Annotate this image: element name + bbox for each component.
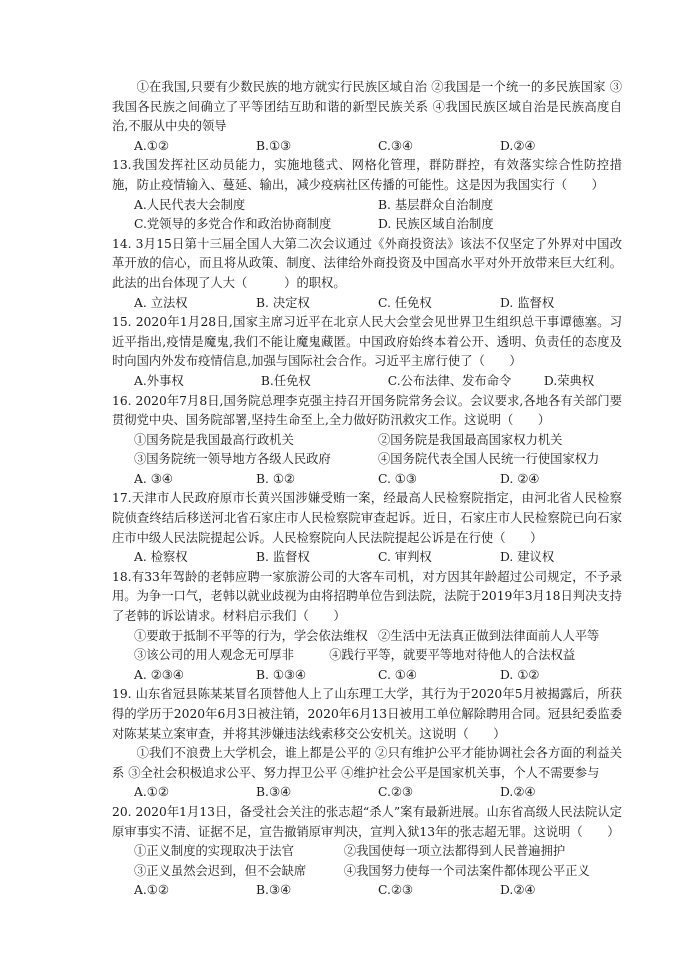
q15-answer-c: C.公布法律、发布命令 [387,373,512,388]
q13-option-d: D. 民族区域自治制度 [378,217,494,232]
q17-answer-d: D. 建议权 [500,550,555,565]
q15-answer-b: B.任免权 [260,373,311,388]
q18-option-1: ①要敢于抵制不平等的行为，学会依法维权 [134,628,368,643]
q17-stem: 17.天津市人民政府原市长黄兴国涉嫌受贿一案，经最高人民检察院指定，由河北省人民检察院侦查终结后移送河北省石家庄市人民检察院审查起诉。近日，石家庄市人民检察院已向石家庄市中级人民法院提起公诉。人民检察院向人民法院提起公诉是在行使（ ） [112,491,622,545]
q20-stem: 20. 2020年1月13日，备受社会关注的张志超“杀人”案有最新进展。山东省高级人民法院认定原审事实不清、证据不足，宣告撤销原审判决，宣判入狱13年的张志超无罪。这说明（ ） [112,804,622,839]
q20-option-4: ④我国努力使每一个司法案件都体现公平正义 [343,863,590,878]
q20-answer-options [112,881,622,901]
q20-options-row1 [112,842,622,862]
q14-answer-options [112,294,622,314]
q13-option-a: A.人民代表大会制度 [134,197,246,212]
q14-answer-d: D. 监督权 [500,295,555,310]
q19-answer-c: C.②③ [378,785,413,800]
q13-options-row1 [112,196,622,216]
q15-stem: 15. 2020年1月28日,国家主席习近平在北京人民大会堂会见世界卫生组织总干事谭德塞。习近平指出,疫情是魔鬼,我们不能让魔鬼藏匿。中国政府始终本着公开、透明、负责任的态度及时向国内外发布疫情信息,加强与国际社会合作。习近平主席行使了（ ） [112,315,622,369]
q18-options-row2 [112,646,622,666]
q18-answer-a: A. ②③④ [134,667,184,682]
q15-answer-options [112,372,622,392]
q19-answer-options [112,783,622,803]
exam-page [112,78,622,901]
q17-answer-b: B. 监督权 [256,550,310,565]
q13-stem: 13.我国发挥社区动员能力，实施地毯式、网格化管理，群防群控，有效落实综合性防控措施，防止疫情输入、蔓延、输出，减少疫病社区传播的可能性。这是因为我国实行（ ） [112,158,622,192]
q16-stem: 16. 2020年7月8日,国务院总理李克强主持召开国务院常务会议。会议要求,各地各有关部门要贯彻党中央、国务院部署,坚持生命至上,全力做好防汛救灾工作。这说明（ ） [112,393,622,428]
q16-answer-options [112,470,622,490]
q18-options-row1 [112,627,622,647]
q14-stem: 14. 3月15日第十三届全国人大第二次会议通过《外商投资法》该法不仅坚定了外界对中国改革开放的信心，而且将从政策、制度、法律给外商投资及中国高水平对外开放带来巨大红利。此法的出台体现了人大（ ）的职权。 [112,236,622,290]
q15-answer-a: A.外事权 [134,373,184,388]
q20-option-3: ③正义虽然会迟到，但不会缺席 [134,863,307,878]
q16-option-2: ②国务院是我国最高国家权力机关 [378,432,563,447]
q16-options-row2 [112,450,622,470]
q14-answer-c: C. 任免权 [378,295,432,310]
q13-options-row2 [112,215,622,235]
q12-answer-b: B.①③ [256,138,291,153]
q12-answer-options [112,137,622,157]
q13-option-b: B. 基层群众自治制度 [378,197,494,212]
q20-answer-a: A.①② [134,883,169,898]
q16-option-4: ④国务院代表全国人民统一行使国家权力 [378,452,600,467]
q12-answer-c: C.③④ [378,138,413,153]
q17-answer-c: C. 审判权 [378,550,432,565]
q18-option-4: ④践行平等，就要平等地对待他人的合法权益 [329,648,576,663]
q14-answer-b: B. 决定权 [256,295,310,310]
q20-option-1: ①正义制度的实现取决于法官 [134,844,294,859]
q16-option-3: ③国务院统一领导地方各级人民政府 [134,452,331,467]
q19-answer-a: A.①② [134,785,169,800]
q18-stem: 18.有33年驾龄的老韩应聘一家旅游公司的大客车司机，对方因其年龄超过公司规定，不予录用。为争一口气，老韩以就业歧视为由将招聘单位告到法院，法院于2019年3月18日判决支持了老韩的诉讼请求。材料启示我们（ ） [112,569,622,624]
q16-option-1: ①国务院是我国最高行政机关 [134,432,294,447]
q12-statements: ①在我国,只要有少数民族的地方就实行民族区域自治 ②我国是一个统一的多民族国家 ③我国各民族之间确立了平等团结互助和谐的新型民族关系 ④我国民族区域自治是民族高度自治,不服从中央的领导 [112,80,622,134]
q20-options-row2 [112,862,622,882]
q16-answer-b: B. ①② [256,471,295,486]
q16-answer-a: A. ③④ [134,471,173,486]
q14-answer-a: A. 立法权 [134,295,188,310]
q19-statements: ①我们不浪费上大学机会，谁上都是公平的 ②只有维护公平才能协调社会各方面的利益关系 ③全社会积极追求公平、努力捍卫公平 ④维护社会公平是国家机关事，个人不需要参与 [112,746,622,780]
q19-answer-b: B.③④ [256,785,291,800]
q16-answer-c: C. ①③ [378,471,417,486]
q18-option-2: ②生活中无法真正做到法律面前人人平等 [378,628,600,643]
q18-answer-options [112,666,622,686]
q12-answer-a: A.①② [134,138,169,153]
q20-option-2: ②我国使每一项立法都得到人民普遍拥护 [343,844,566,859]
q12-answer-d: D.②④ [500,138,536,153]
q20-answer-c: C.②③ [378,883,413,898]
q20-answer-b: B.③④ [256,883,291,898]
q18-option-3: ③该公司的用人观念无可厚非 [134,648,294,663]
q16-options-row1 [112,431,622,451]
q17-answer-options [112,548,622,568]
q18-answer-b: B. ①③④ [256,667,306,682]
q15-answer-d: D.荣典权 [543,373,595,388]
q13-option-c: C.党领导的多党合作和政治协商制度 [134,217,332,232]
q18-answer-c: C. ①④ [378,667,417,682]
q19-answer-d: D.②④ [500,785,536,800]
q17-answer-a: A. 检察权 [134,550,188,565]
q18-answer-d: D. ①② [500,667,540,682]
q20-answer-d: D.②④ [500,883,536,898]
q19-stem: 19. 山东省冠县陈某某冒名顶替他人上了山东理工大学，其行为于2020年5月被揭露后，所获得的学历于2020年6月3日被注销，2020年6月13日被用工单位解除聘用合同。冠县纪委监委对陈某某立案审查，并将其涉嫌违法线索移交公安机关。这说明（ ） [112,687,622,741]
q16-answer-d: D. ②④ [500,471,540,486]
